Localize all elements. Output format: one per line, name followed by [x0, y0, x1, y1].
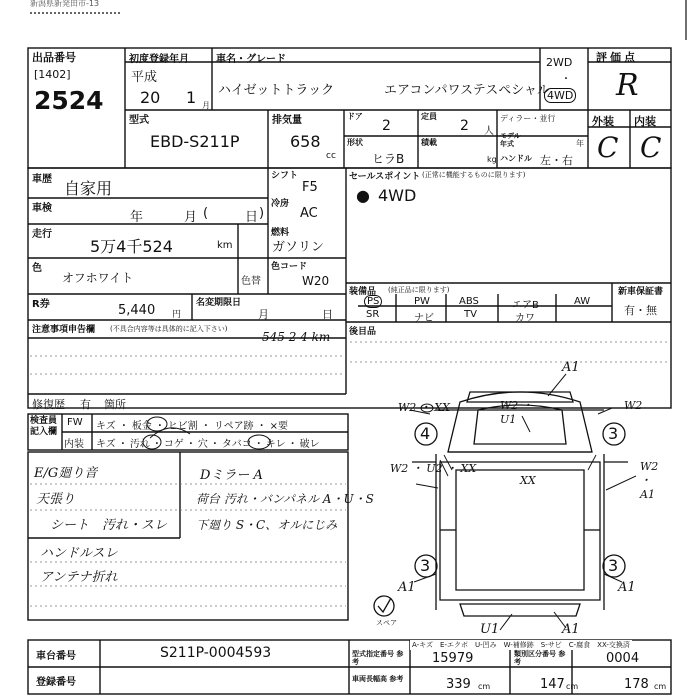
inspection-paren-open: (	[203, 206, 209, 221]
capacity-label: 定員	[421, 112, 437, 121]
load-label: 積載	[421, 138, 437, 147]
equipment-label: 装備品	[349, 287, 377, 297]
caution-handwritten: 545 2 4 km	[262, 330, 331, 344]
repair-history-value: 有	[80, 398, 91, 411]
first-registration-year: 20	[140, 88, 161, 107]
mark-front-right: W2 ・ U1	[500, 399, 533, 426]
repair-history-unit: 箇所	[104, 398, 126, 411]
inspector-row2-item: コゲ	[163, 439, 184, 450]
note-right-2: 下廻り S・C、オルにじみ	[196, 518, 338, 532]
lot-label: 出品番号	[32, 51, 76, 64]
mark-front-left: W2 ・ XX	[398, 401, 450, 414]
inspection-month: 月	[184, 210, 198, 225]
inspector-row2-item: ・	[287, 439, 298, 450]
usage-value: 自家用	[64, 179, 113, 198]
shift-value: F5	[302, 180, 318, 195]
usage-label: 車歴	[32, 174, 52, 185]
inspector-row2-item: 穴	[197, 439, 208, 450]
inspector-row2-item: ・	[151, 439, 162, 450]
inspector-row1-item: ×要	[269, 421, 289, 432]
sales-point-value: 4WD	[378, 186, 417, 205]
spec-row2-value-mid: 147	[540, 677, 565, 692]
spec-row2-unit-mid: cm	[566, 682, 579, 691]
tax-unit: 円	[172, 310, 182, 320]
mark-rear-right-a1: A1	[618, 580, 636, 595]
equip-r2-3: カワ	[515, 313, 535, 324]
equip-r2-0: SR	[366, 309, 380, 320]
new-car-warranty-value: 有・無	[624, 304, 657, 317]
mark-rear-right-number: 3	[608, 556, 619, 575]
model-code-label: 型式	[129, 115, 149, 126]
shape-label: 形状	[347, 138, 363, 147]
inspection-paren-close: )	[259, 206, 265, 221]
mileage-unit: km	[217, 240, 233, 251]
handle-value: 左・右	[540, 154, 573, 167]
drive-4wd-circled: 4WD	[544, 88, 576, 103]
exterior-label: 外装	[592, 115, 614, 128]
model-name-label: 車名・グレード	[216, 54, 286, 65]
dealer-label: ディラー・並行	[500, 114, 556, 123]
rear-seat-label: 後目品	[349, 327, 377, 337]
doors-label: ドア	[347, 112, 363, 121]
spec-row1-value2: 0004	[606, 651, 640, 666]
color-code-value: W20	[302, 274, 330, 288]
load-unit: kg	[487, 155, 497, 164]
mark-spare-label: スペア	[376, 619, 397, 627]
inspector-row1-item: 板金	[131, 421, 152, 432]
lot-code: [1402]	[34, 68, 71, 81]
model-name: ハイゼットトラック	[218, 83, 335, 98]
inspector-row1-title: FW	[67, 417, 83, 428]
mark-rear-left-a1: A1	[398, 580, 416, 595]
color-change-label: 色替	[241, 276, 261, 287]
inspection-day: 日	[245, 210, 259, 225]
inspection-year: 年	[130, 210, 144, 225]
grade-score-value: R	[616, 68, 639, 103]
model-code-value: EBD-S211P	[150, 132, 240, 151]
note-left-0: E/G廻り音	[34, 466, 98, 481]
inspector-row2-item: キズ	[96, 439, 116, 450]
inspector-row1-item: ・	[154, 421, 165, 432]
inspector-row2-item: キレ	[265, 439, 286, 450]
note-left-2: シート 汚れ・スレ	[50, 518, 168, 533]
chassis-value: S211P-0004593	[160, 645, 272, 661]
equip-r1-4: AW	[574, 296, 591, 307]
tax-label: R券	[32, 299, 50, 310]
mileage-label: 走行	[32, 229, 52, 240]
sales-point-note: (正常に機能するものに限ります)	[422, 171, 526, 179]
spec-row2-value: 339	[446, 677, 471, 692]
registration-deadline-day: 日	[322, 308, 333, 321]
registration-deadline-label: 名変期限日	[196, 298, 242, 308]
mark-bottom-a1: A1	[562, 622, 580, 637]
inspector-row1	[96, 417, 288, 432]
inspector-row2-item: タバコ	[221, 439, 252, 450]
equipment-note: (純正品に限ります)	[388, 286, 450, 294]
drive-dot: ・	[561, 74, 571, 85]
spec-row1-label2: 類別区分番号 参考	[514, 650, 566, 666]
color-label: 色	[32, 263, 42, 274]
equip-r1-3: エアB	[512, 300, 539, 311]
spec-row2-label: 車両長幅高 参考	[352, 675, 404, 683]
inspector-row2-item: ・	[209, 439, 220, 450]
first-registration-month-unit: 月	[202, 101, 210, 110]
mark-left-number: 4	[420, 424, 431, 443]
registration-deadline-month: 月	[258, 308, 269, 321]
note-left-1: 天張り	[36, 492, 76, 507]
cooling-label: 冷房	[271, 199, 290, 209]
drive-2wd: 2WD	[546, 56, 573, 69]
inspector-row1-item: ・	[256, 421, 267, 432]
displacement-label: 排気量	[272, 115, 302, 126]
color-value: オフホワイト	[62, 271, 134, 285]
exterior-value: C	[597, 131, 619, 164]
mark-mid-right-outer: W2 ・ A1	[640, 460, 659, 501]
spec-row2-value2: 178	[624, 677, 649, 692]
inspector-row1-item: ヒビ割	[167, 421, 198, 432]
inspector-row2-title: 内装	[64, 439, 84, 450]
sales-point-label: セールスポイント	[349, 172, 421, 182]
interior-label: 内装	[634, 115, 656, 128]
caution-note: (不具合内容等は具体的に記入下さい)	[110, 325, 228, 333]
inspector-row2-item: ・	[185, 439, 196, 450]
equip-r2-1: ナビ	[414, 313, 434, 324]
inspector-row1-item: ・	[200, 421, 211, 432]
repair-history-label: 修復歴	[32, 398, 65, 411]
lot-number: 2524	[34, 86, 104, 115]
doors-value: 2	[382, 118, 391, 134]
spec-row1-label: 型式指定番号 参考	[352, 650, 404, 666]
note-left-4: アンテナ折れ	[40, 570, 118, 585]
displacement-unit: cc	[326, 151, 336, 161]
damage-legend: A-キズ E-エクボ U-凹み W-補修跡 S-サビ C-腐食 XX-交換済	[412, 641, 630, 649]
inspection-label: 車検	[32, 203, 52, 214]
note-right-1: 荷台 汚れ・バンパネル A・U・S	[196, 492, 374, 506]
fuel-label: 燃料	[271, 228, 290, 238]
new-car-warranty-label: 新車保証書	[618, 287, 664, 297]
fuel-value: ガソリン	[272, 240, 325, 255]
mark-rear-left-number: 3	[420, 556, 431, 575]
mark-mid-center: XX	[520, 474, 536, 487]
header-scrawl: 新潟県新発田市-13	[30, 0, 100, 8]
inspector-row1-item: キズ	[96, 421, 116, 432]
note-left-3: ハンドルスレ	[40, 546, 118, 561]
inspector-row1-item: ・	[118, 421, 129, 432]
sales-point-bullet: ●	[356, 186, 370, 205]
inspector-row1-item: リペア跡	[213, 421, 254, 432]
equip-r1-2: ABS	[459, 296, 479, 307]
equip-r1-0: PS	[364, 295, 382, 308]
spec-row2-unit2: cm	[654, 682, 667, 691]
shape-value: ヒラB	[372, 152, 405, 166]
first-registration-month: 1	[186, 88, 197, 107]
spec-row2-unit: cm	[478, 682, 491, 691]
registration-number-label: 登録番号	[36, 677, 76, 688]
inspector-row2-item: ・	[117, 439, 128, 450]
mark-top-a1: A1	[562, 360, 580, 375]
inspector-row2-item: 破レ	[299, 439, 320, 450]
cooling-value: AC	[300, 206, 318, 221]
header-dots	[30, 12, 120, 14]
mark-front-right-outer: W2	[624, 399, 643, 412]
caution-label: 注意事項申告欄	[32, 325, 96, 335]
interior-value: C	[640, 131, 662, 164]
shift-label: シフト	[271, 171, 299, 181]
capacity-unit: 人	[484, 126, 494, 137]
capacity-value: 2	[460, 118, 469, 134]
inspector-label: 検査員記入欄	[30, 416, 58, 437]
color-code-label: 色コード	[271, 262, 308, 272]
inspector-row2	[96, 435, 320, 450]
first-registration-label: 初度登録年月	[129, 54, 189, 65]
spec-row1-value: 15979	[432, 651, 474, 666]
inspector-row2-item: ・	[253, 439, 264, 450]
model-grade: エアコンパワステスペシャル	[384, 83, 551, 98]
equip-r2-2: TV	[464, 309, 477, 320]
displacement-value: 658	[290, 132, 321, 151]
equip-r1-1: PW	[414, 296, 430, 307]
model-year-label: モデル年式	[500, 132, 521, 148]
model-year-unit: 年	[576, 139, 584, 148]
note-right-0: Dミラー A	[200, 468, 263, 483]
tax-value: 5,440	[118, 303, 156, 318]
handle-label: ハンドル	[500, 154, 532, 163]
mileage-value: 5万4千524	[90, 237, 173, 256]
inspector-row2-item: 汚れ	[129, 439, 150, 450]
mark-mid-left: W2 ・ U2 ・ XX	[390, 462, 477, 475]
chassis-label: 車台番号	[36, 651, 76, 662]
first-registration-era: 平成	[131, 70, 158, 85]
grade-score-label: 評価点	[596, 51, 638, 64]
mark-bottom-u1: U1	[480, 622, 500, 637]
mark-right-number: 3	[608, 424, 619, 443]
